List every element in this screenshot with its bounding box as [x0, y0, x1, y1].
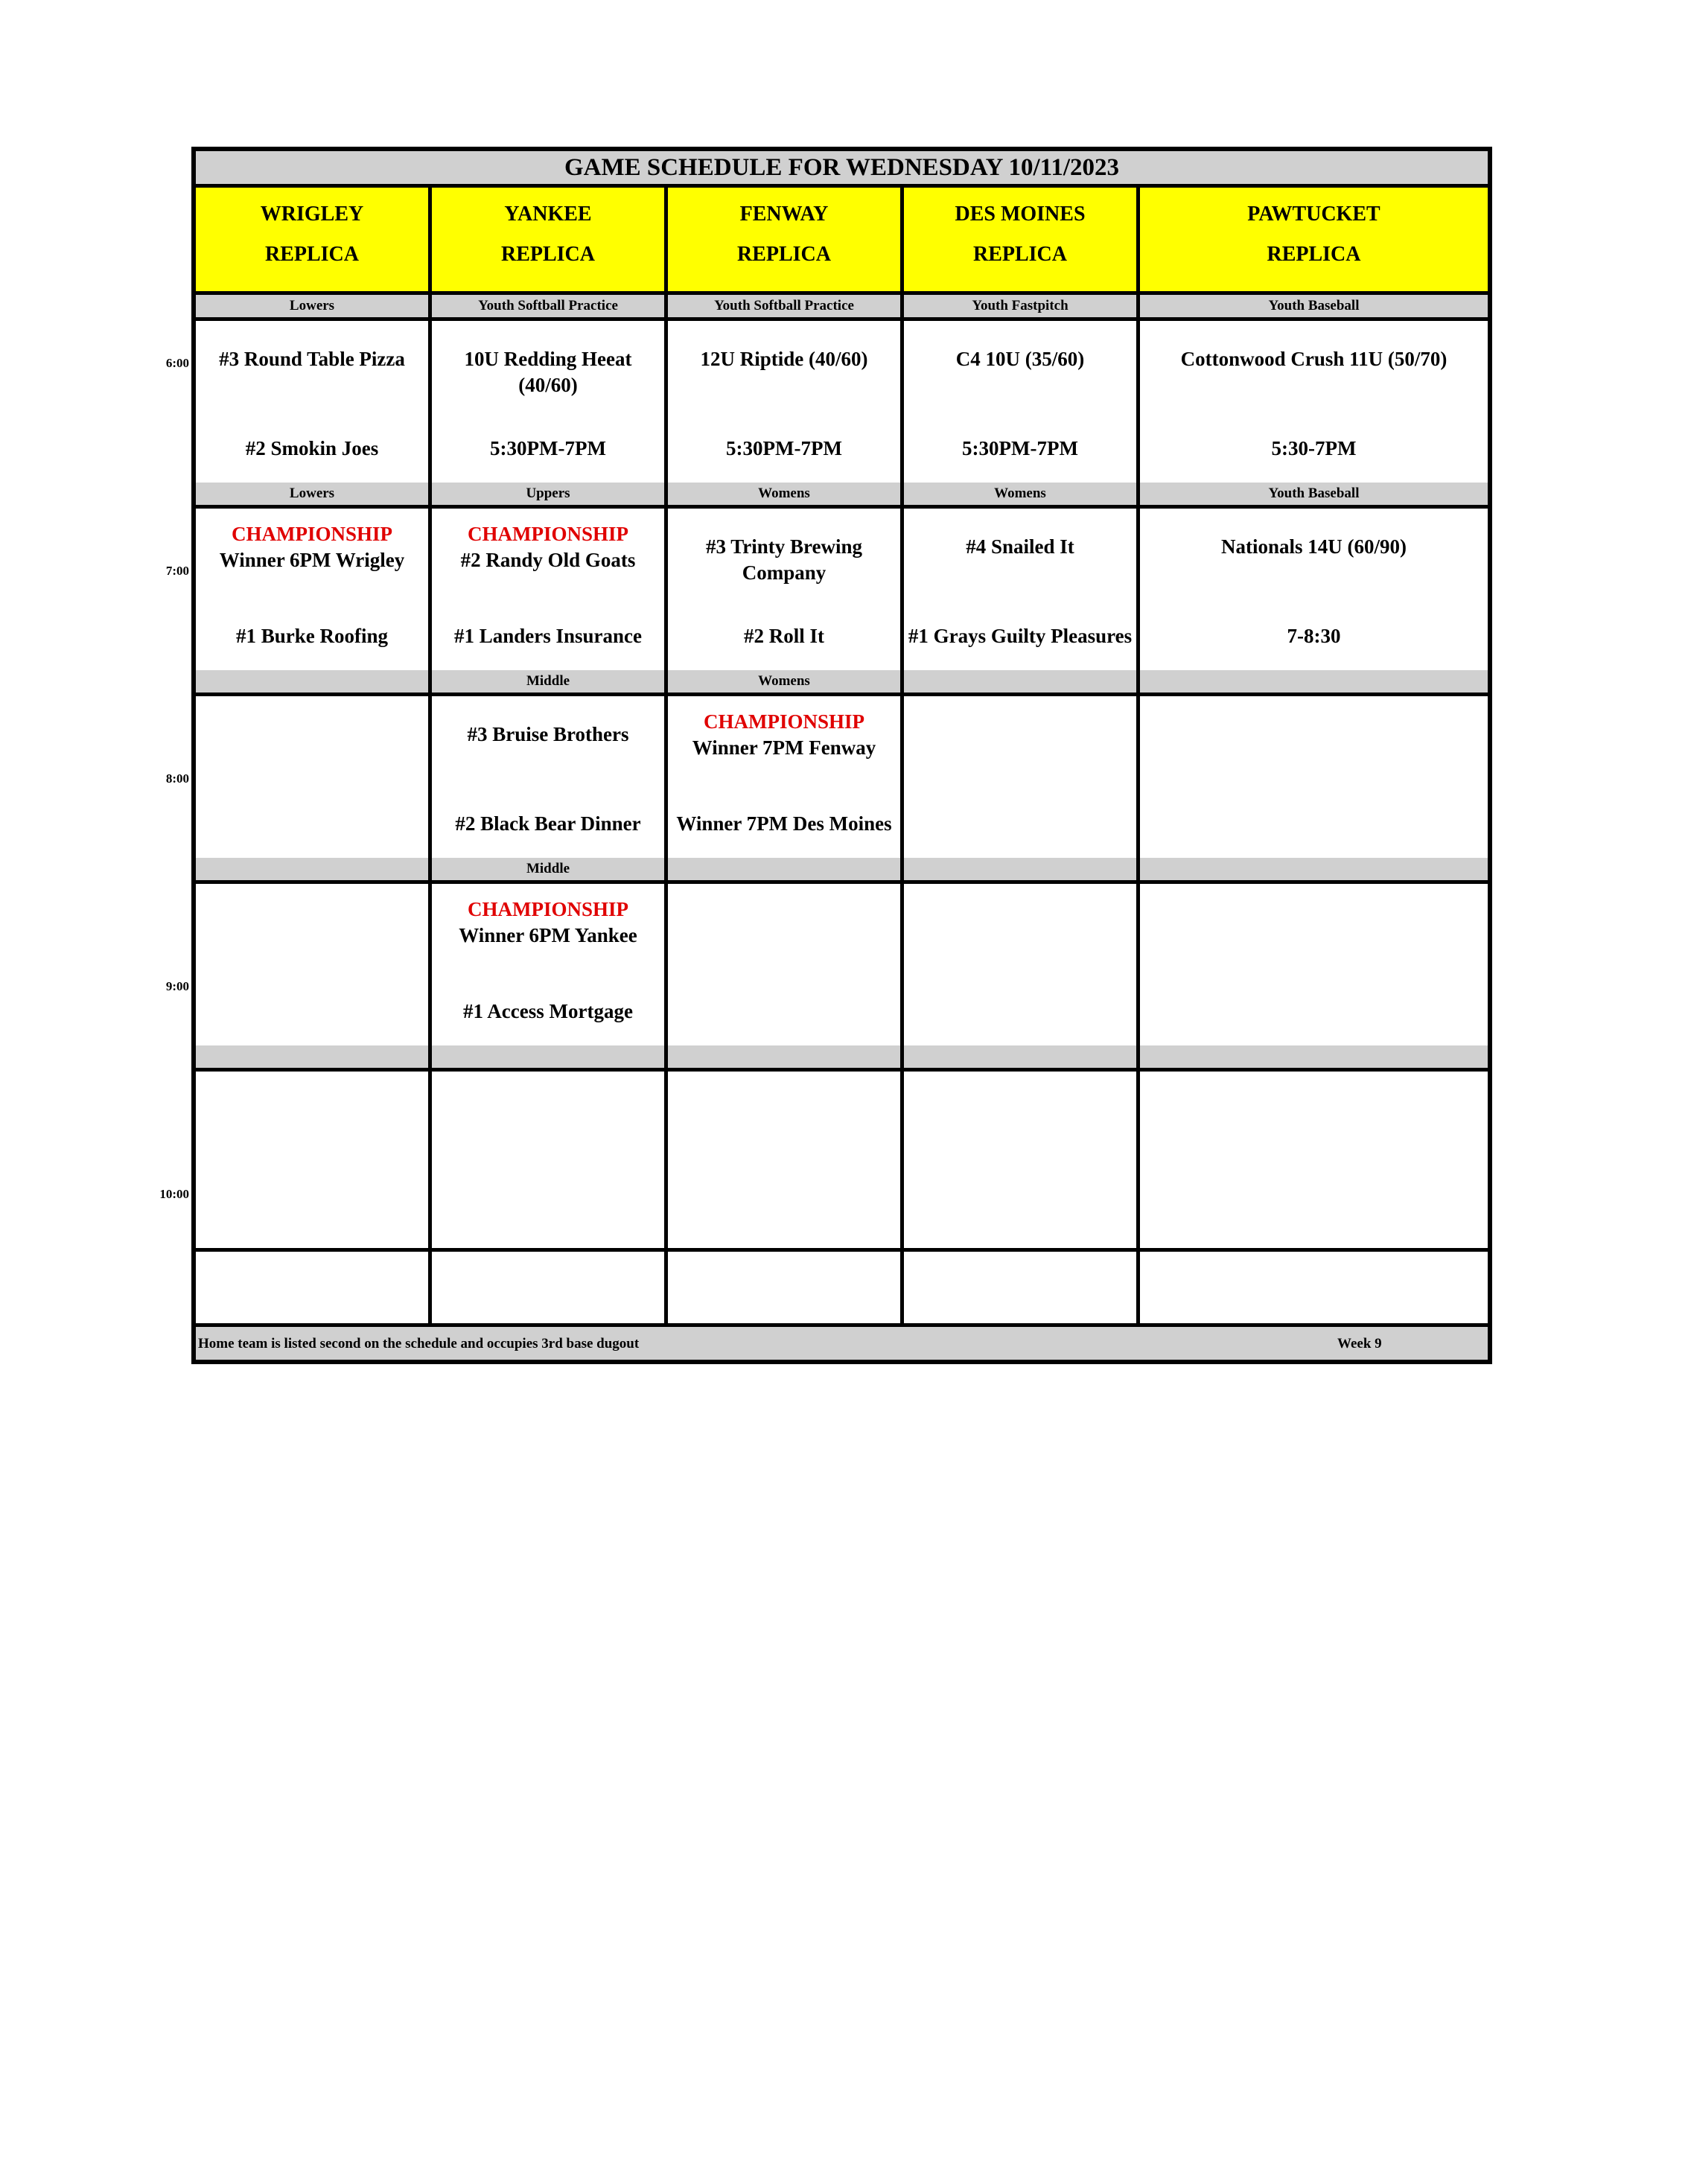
league-label — [1140, 858, 1488, 880]
league-label: Womens — [904, 483, 1136, 505]
game-cell — [196, 884, 428, 1060]
field-subtitle: REPLICA — [500, 243, 595, 266]
field-subtitle: REPLICA — [972, 243, 1067, 266]
column-divider — [664, 188, 668, 1329]
game-cell — [904, 884, 1136, 1060]
league-label: Middle — [432, 670, 664, 693]
league-label: Youth Baseball — [1140, 483, 1488, 505]
field-subtitle: REPLICA — [264, 243, 359, 266]
column-divider — [900, 188, 904, 1329]
week-label: Week 9 — [1337, 1336, 1382, 1352]
team-home: #1 Burke Roofing — [235, 625, 389, 647]
league-label: Youth Softball Practice — [432, 295, 664, 317]
game-cell — [196, 321, 428, 497]
field-name: WRIGLEY — [260, 203, 364, 226]
game-cell — [904, 321, 1136, 497]
game-cell — [1140, 1072, 1488, 1248]
game-cell — [668, 884, 900, 1060]
team-away: #2 Randy Old Goats — [460, 549, 636, 571]
game-top — [1143, 534, 1485, 560]
game-top — [435, 722, 661, 748]
team-home: #2 Black Bear Dinner — [455, 812, 641, 835]
league-label — [196, 858, 428, 880]
field-header — [1140, 188, 1488, 291]
championship-label: CHAMPIONSHIP — [704, 710, 864, 733]
field-name: PAWTUCKET — [1247, 203, 1380, 226]
team-away: #3 Round Table Pizza — [219, 348, 405, 370]
game-cell — [904, 509, 1136, 685]
league-label — [196, 1045, 428, 1068]
field-header — [432, 188, 664, 291]
team-away: 12U Riptide (40/60) — [700, 348, 868, 370]
team-home: #1 Access Mortgage — [463, 1000, 633, 1022]
team-away: #3 Bruise Brothers — [467, 723, 629, 745]
league-label: Lowers — [196, 295, 428, 317]
game-cell — [432, 884, 664, 1060]
team-away: C4 10U (35/60) — [955, 348, 1085, 370]
league-label — [904, 858, 1136, 880]
game-cell — [1140, 884, 1488, 1060]
field-header — [196, 188, 428, 291]
league-label: Womens — [668, 670, 900, 693]
league-label: Uppers — [432, 483, 664, 505]
game-cell — [1140, 696, 1488, 873]
game-cell — [668, 321, 900, 497]
league-label: Middle — [432, 858, 664, 880]
team-home: #2 Smokin Joes — [245, 437, 379, 459]
game-cell — [432, 509, 664, 685]
schedule-title: GAME SCHEDULE FOR WEDNESDAY 10/11/2023 — [196, 151, 1488, 188]
game-cell — [904, 696, 1136, 873]
league-label: Youth Baseball — [1140, 295, 1488, 317]
time-label: 10:00 — [159, 1187, 189, 1201]
league-label — [668, 1045, 900, 1068]
game-top — [671, 346, 897, 372]
game-cell — [668, 509, 900, 685]
league-label — [196, 670, 428, 693]
team-home: #1 Grays Guilty Pleasures — [908, 625, 1133, 647]
team-home: 5:30PM-7PM — [726, 437, 842, 459]
league-label: Youth Fastpitch — [904, 295, 1136, 317]
team-away: Winner 6PM Yankee — [459, 924, 637, 946]
team-away: Winner 7PM Fenway — [692, 736, 876, 759]
team-away: Cottonwood Crush 11U (50/70) — [1180, 348, 1447, 370]
game-cell — [196, 1072, 428, 1248]
game-top — [671, 534, 897, 586]
time-label: 9:00 — [165, 979, 189, 993]
game-cell — [432, 321, 664, 497]
game-cell — [432, 1072, 664, 1248]
field-name: DES MOINES — [955, 203, 1086, 226]
game-top — [907, 534, 1133, 560]
league-label — [668, 858, 900, 880]
time-label: 7:00 — [165, 564, 189, 578]
home-team-note: Home team is listed second on the schedule and occupies 3rd base dugout — [198, 1336, 640, 1352]
column-divider — [428, 188, 432, 1329]
league-label — [904, 670, 1136, 693]
game-cell — [668, 696, 900, 873]
time-label: 6:00 — [165, 356, 189, 370]
field-subtitle: REPLICA — [736, 243, 831, 266]
game-top — [199, 521, 425, 573]
schedule-footer — [196, 1323, 1488, 1360]
game-cell — [1140, 321, 1488, 497]
team-away: 10U Redding Heeat (40/60) — [464, 348, 632, 396]
game-top — [435, 346, 661, 398]
team-home: #1 Landers Insurance — [453, 625, 643, 647]
championship-label: CHAMPIONSHIP — [468, 523, 628, 545]
team-away: #3 Trinty Brewing Company — [705, 535, 862, 584]
game-top — [671, 709, 897, 761]
team-away: #4 Snailed It — [966, 535, 1074, 558]
game-cell — [904, 1072, 1136, 1248]
schedule-table — [191, 147, 1492, 1364]
team-away: Winner 6PM Wrigley — [219, 549, 405, 571]
game-top — [199, 346, 425, 372]
game-top — [907, 346, 1133, 372]
game-top — [435, 897, 661, 949]
field-name: FENWAY — [739, 203, 829, 226]
game-cell — [432, 696, 664, 873]
league-label — [1140, 670, 1488, 693]
game-cell — [1140, 509, 1488, 685]
team-home: 5:30-7PM — [1271, 437, 1357, 459]
game-cell — [668, 1072, 900, 1248]
league-label: Lowers — [196, 483, 428, 505]
column-divider — [1136, 188, 1140, 1329]
time-label: 8:00 — [165, 771, 189, 786]
field-subtitle: REPLICA — [1267, 243, 1361, 266]
league-label — [1140, 1045, 1488, 1068]
championship-label: CHAMPIONSHIP — [468, 898, 628, 920]
game-cell — [196, 696, 428, 873]
team-home: Winner 7PM Des Moines — [676, 812, 892, 835]
field-header — [668, 188, 900, 291]
championship-label: CHAMPIONSHIP — [232, 523, 392, 545]
field-header — [904, 188, 1136, 291]
team-home: 5:30PM-7PM — [490, 437, 606, 459]
game-cell — [196, 509, 428, 685]
team-home: 5:30PM-7PM — [962, 437, 1078, 459]
game-top — [1143, 346, 1485, 372]
league-label — [432, 1045, 664, 1068]
row-divider — [196, 1248, 1488, 1252]
game-top — [435, 521, 661, 573]
team-away: Nationals 14U (60/90) — [1221, 535, 1407, 558]
team-home: 7-8:30 — [1287, 625, 1341, 647]
team-home: #2 Roll It — [744, 625, 824, 647]
field-name: YANKEE — [504, 203, 592, 226]
league-label: Womens — [668, 483, 900, 505]
league-label: Youth Softball Practice — [668, 295, 900, 317]
league-label — [904, 1045, 1136, 1068]
